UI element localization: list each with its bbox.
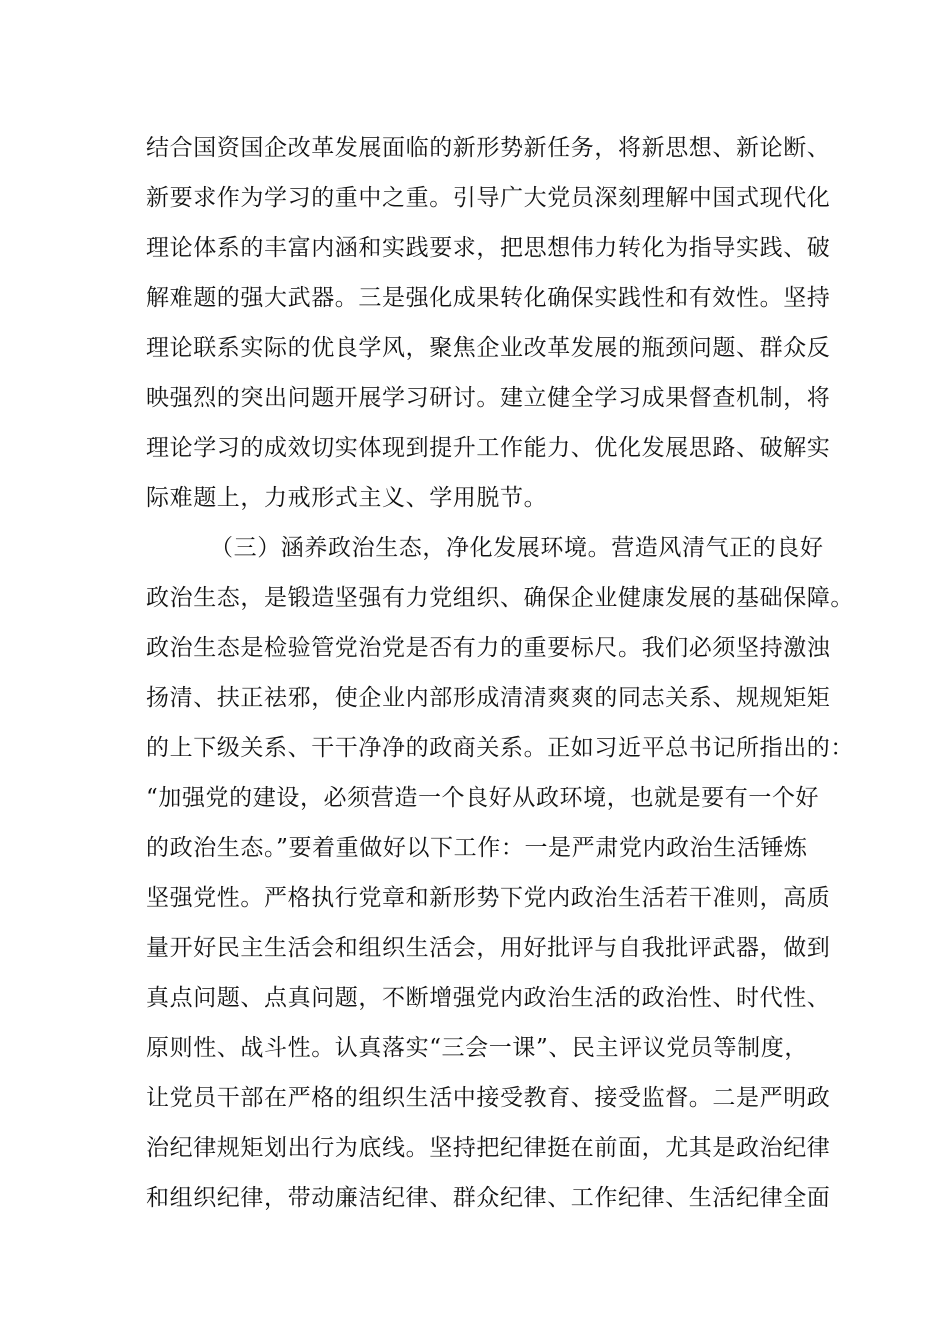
text-line: 真点问题、点真问题，不断增强党内政治生活的政治性、时代性、 — [146, 985, 831, 1011]
text-line: 理论联系实际的优良学风，聚焦企业改革发展的瓶颈问题、群众反 — [146, 335, 831, 361]
text-line: 政治生态，是锻造坚强有力党组织、确保企业健康发展的基础保障。 — [146, 585, 854, 611]
text-line: 让党员干部在严格的组织生活中接受教育、接受监督。二是严明政 — [146, 1085, 831, 1111]
text-line: 新要求作为学习的重中之重。引导广大党员深刻理解中国式现代化 — [146, 185, 831, 211]
text-line: 的政治生态。”要着重做好以下工作：一是严肃党内政治生活锤炼 — [146, 835, 808, 861]
text-line: 理论体系的丰富内涵和实践要求，把思想伟力转化为指导实践、破 — [146, 235, 831, 261]
text-line: 际难题上，力戒形式主义、学用脱节。 — [146, 485, 548, 511]
section-heading-line: （三）涵养政治生态，净化发展环境。营造风清气正的良好 — [210, 535, 824, 561]
text-line: 结合国资国企改革发展面临的新形势新任务，将新思想、新论断、 — [146, 135, 831, 161]
text-line: 治纪律规矩划出行为底线。坚持把纪律挺在前面，尤其是政治纪律 — [146, 1135, 831, 1161]
text-line: 原则性、战斗性。认真落实“三会一课”、民主评议党员等制度， — [146, 1035, 808, 1061]
text-line: 坚强党性。严格执行党章和新形势下党内政治生活若干准则，高质 — [146, 885, 831, 911]
text-line: 的上下级关系、干干净净的政商关系。正如习近平总书记所指出的： — [146, 735, 854, 761]
text-line: 政治生态是检验管党治党是否有力的重要标尺。我们必须坚持激浊 — [146, 635, 831, 661]
text-line: “加强党的建设，必须营造一个良好从政环境，也就是要有一个好 — [146, 785, 820, 811]
text-line: 理论学习的成效切实体现到提升工作能力、优化发展思路、破解实 — [146, 435, 831, 461]
text-line: 和组织纪律，带动廉洁纪律、群众纪律、工作纪律、生活纪律全面 — [146, 1185, 831, 1211]
text-line: 扬清、扶正祛邪，使企业内部形成清清爽爽的同志关系、规规矩矩 — [146, 685, 831, 711]
text-line: 映强烈的突出问题开展学习研讨。建立健全学习成果督查机制，将 — [146, 385, 831, 411]
text-line: 量开好民主生活会和组织生活会，用好批评与自我批评武器，做到 — [146, 935, 831, 961]
text-line: 解难题的强大武器。三是强化成果转化确保实践性和有效性。坚持 — [146, 285, 831, 311]
